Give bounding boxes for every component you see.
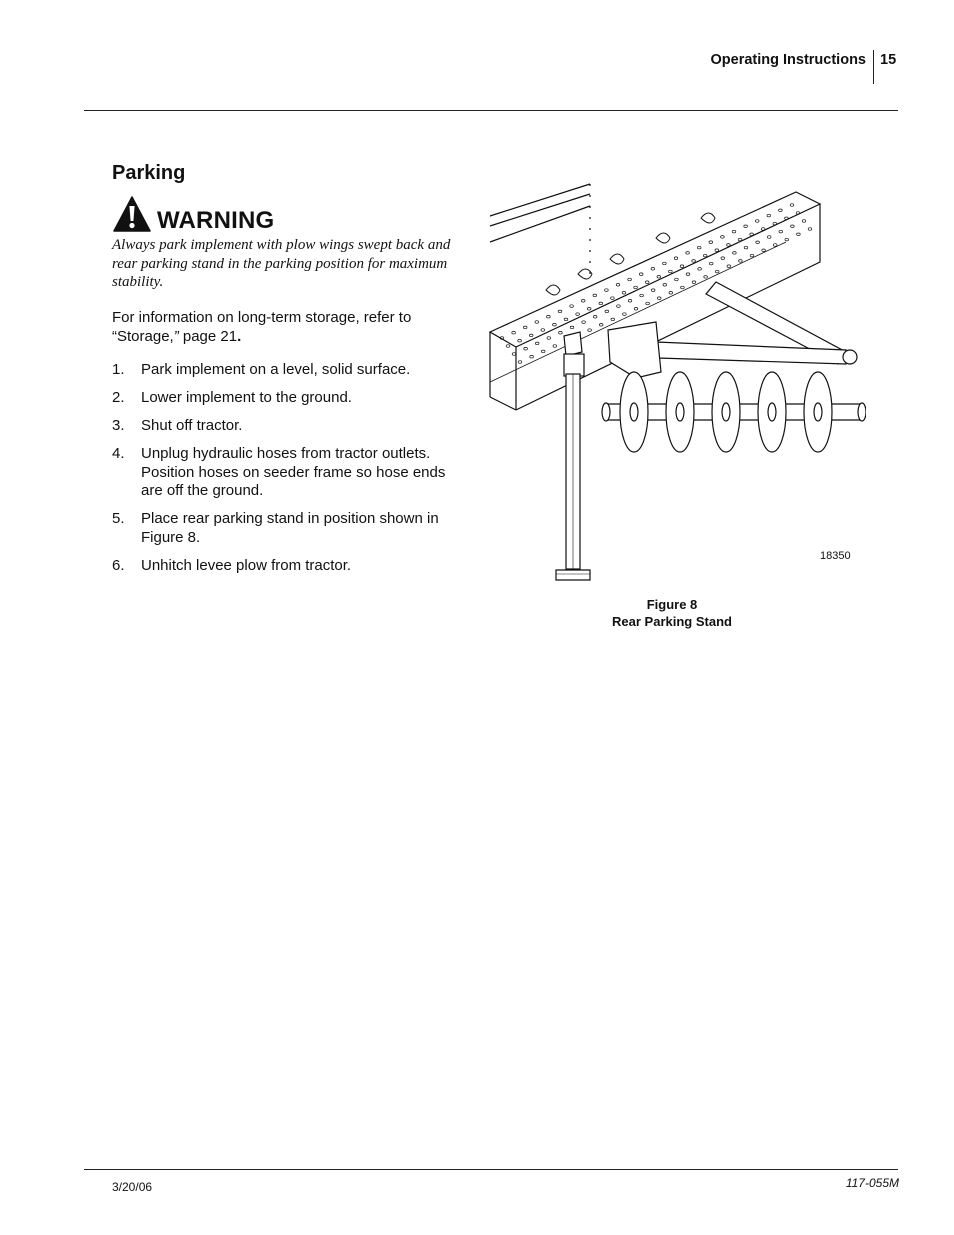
step-item <box>112 389 457 408</box>
figure-title: Rear Parking Stand <box>612 614 732 629</box>
step-item <box>112 417 457 436</box>
storage-reference-quote: ” <box>173 327 179 345</box>
warning-triangle-icon <box>113 196 151 232</box>
step-number: 1. <box>112 361 125 378</box>
step-text: Park implement on a level, solid surface. <box>141 361 411 378</box>
storage-reference-page: page 21 <box>178 327 238 345</box>
header-section-title: Operating Instructions <box>710 52 866 68</box>
warning-text: Always park implement with plow wings swept back and rear parking stand in the parking position for maximum stability. <box>112 237 451 290</box>
step-text: Lower implement to the ground. <box>141 389 352 406</box>
step-item <box>112 557 457 576</box>
header-separator <box>873 50 874 84</box>
rear-parking-stand-illustration <box>486 182 866 587</box>
warning-title: WARNING <box>157 207 275 234</box>
step-item <box>112 510 457 547</box>
section-title: Parking <box>112 162 186 184</box>
step-text: Unplug hydraulic hoses from tractor outlets. Position hoses on seeder frame so hose ends are off the ground. <box>141 445 446 499</box>
parking-steps <box>112 361 457 585</box>
storage-reference-text: For information on long-term storage, refer to “Storage, <box>112 309 412 345</box>
step-text: Shut off tractor. <box>141 417 243 434</box>
step-number: 3. <box>112 417 125 434</box>
page-number: 15 <box>880 52 897 68</box>
footer-date: 3/20/06 <box>112 1180 153 1194</box>
step-number: 4. <box>112 445 125 462</box>
step-text: Unhitch levee plow from tractor. <box>141 556 352 574</box>
step-number: 6. <box>112 556 125 574</box>
step-text: Place rear parking stand in position shown in Figure 8. <box>141 510 439 546</box>
figure-id: 18350 <box>820 550 851 562</box>
header-rule <box>84 110 898 111</box>
step-number: 5. <box>112 510 125 527</box>
step-number: 2. <box>112 389 125 406</box>
step-item <box>112 361 457 380</box>
step-item <box>112 445 457 501</box>
footer-doc-number: 117-055M <box>845 1176 899 1190</box>
storage-reference-period: . <box>237 327 242 345</box>
figure-caption <box>592 596 752 630</box>
footer-rule <box>84 1169 898 1170</box>
figure-label: Figure 8 <box>646 597 698 612</box>
storage-reference <box>112 309 452 346</box>
